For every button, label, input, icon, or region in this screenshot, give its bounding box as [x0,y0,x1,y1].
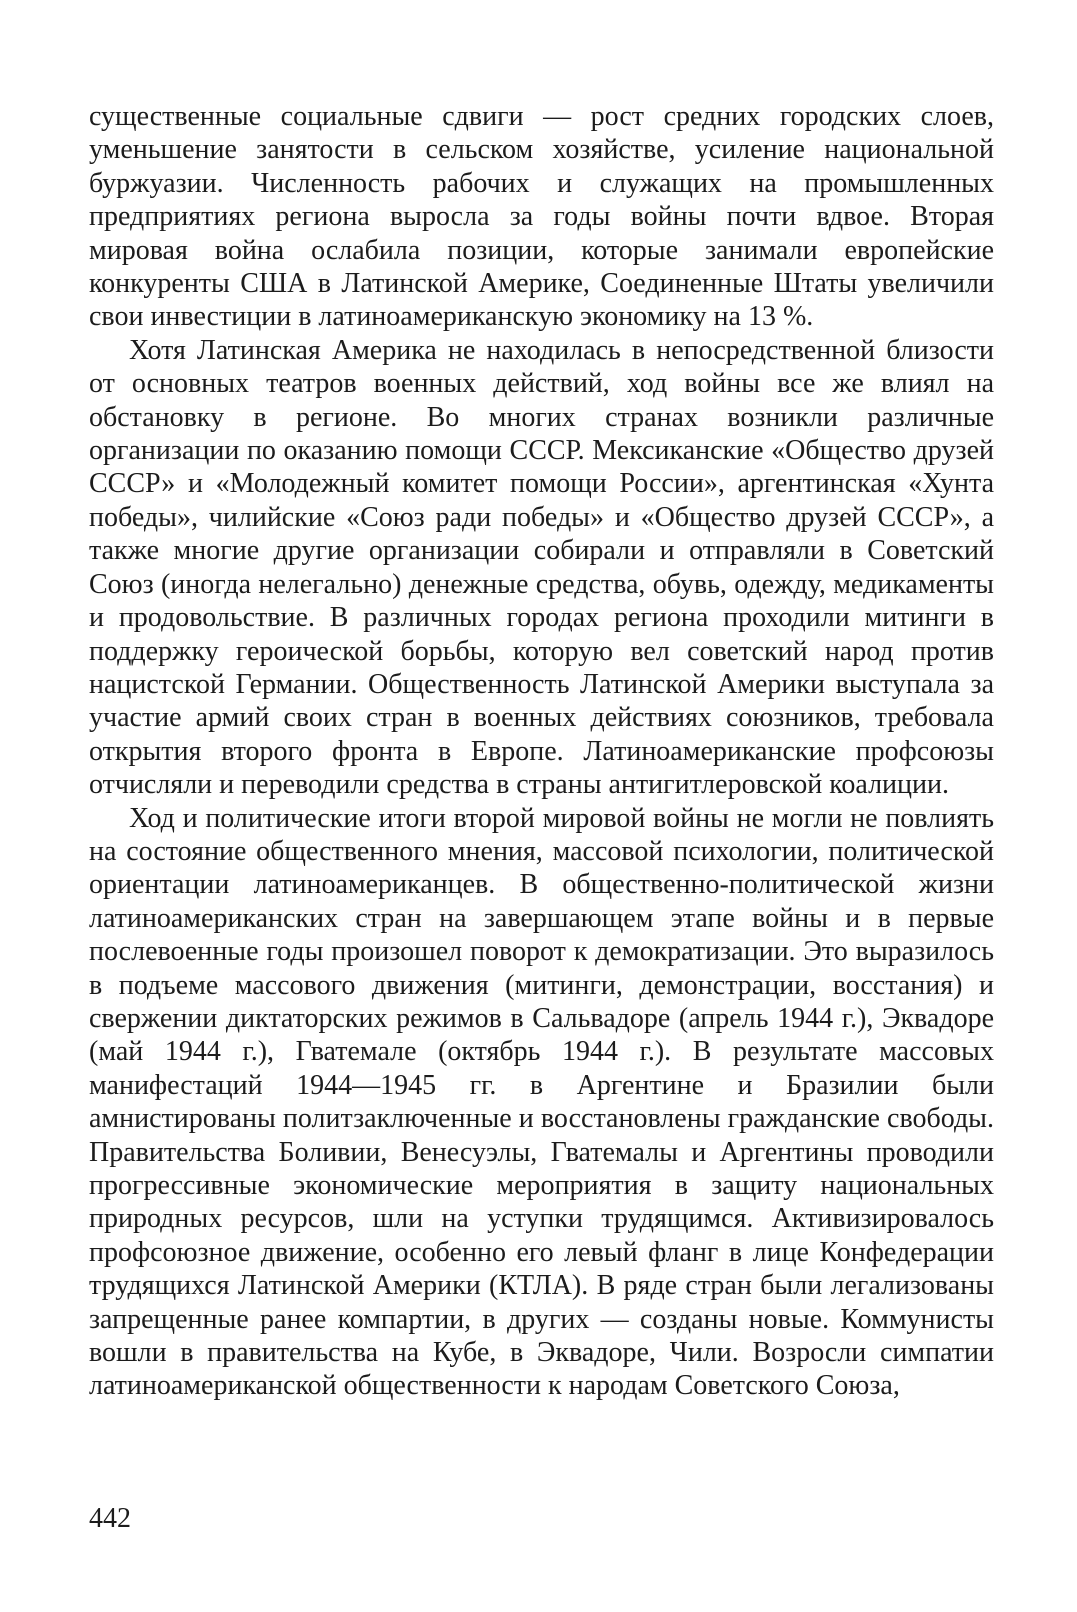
paragraph-continuation: существенные социальные сдвиги — рост средних городских слоев, уменьшение занятости в сельском хозяйстве, усиление национальной буржуазии. Численность рабочих и служащих на промышленных предприятиях региона выросла за годы войны почти вдвое. Вторая мировая война ослабила позиции, которые занимали европейские конкуренты США в Латинской Америке, Соединенные Штаты увеличили свои инвестиции в латиноамериканскую экономику на 13 %. [89,101,994,333]
paragraph-aid-organizations: Хотя Латинская Америка не находилась в непосредственной близости от основных театров военных действий, ход войны все же влиял на обстановку в регионе. Во многих странах возникли различные организации по оказанию помощи СССР. Мексиканские «Общество друзей СССР» и «Молодежный комитет помощи России», аргентинская «Хунта победы», чилийские «Союз ради победы» и «Общество друзей СССР», а также многие другие организации собирали и отправляли в Советский Союз (иногда нелегально) денежные средства, обувь, одежду, медикаменты и продовольствие. В различных городах региона проходили митинги в поддержку героической борьбы, которую вел советский народ против нацистской Германии. Общественность Латинской Америки выступала за участие армий своих стран в военных действиях союзников, требовала открытия второго фронта в Европе. Латиноамериканские профсоюзы отчисляли и переводили средства в страны антигитлеровской коалиции. [89,334,994,801]
paragraph-democratization: Ход и политические итоги второй мировой войны не могли не повлиять на состояние общественного мнения, массовой психологии, политической ориентации латиноамериканцев. В общественно-политической жизни латиноамериканских стран на завершающем этапе войны и в первые послевоенные годы произошел поворот к демократизации. Это выразилось в подъеме массового движения (митинги, демонстрации, восстания) и свержении диктаторских режимов в Сальвадоре (апрель 1944 г.), Эквадоре (май 1944 г.), Гватемале (октябрь 1944 г.). В результате массовых манифестаций 1944—1945 гг. в Аргентине и Бразилии были амнистированы политзаключенные и восстановлены гражданские свободы. Правительства Боливии, Венесуэлы, Гватемалы и Аргентины проводили прогрессивные экономические мероприятия в защиту национальных природных ресурсов, шли на уступки трудящимся. Активизировалось профсоюзное движение, особенно его левый фланг в лице Конфедерации трудящихся Латинской Америки (КТЛА). В ряде стран были легализованы запрещенные ранее компартии, в других — созданы новые. Коммунисты вошли в правительства на Кубе, в Эквадоре, Чили. Возросли симпатии латиноамериканской общественности к народам Советского Союза, [89,802,994,1402]
page-number: 442 [89,1503,131,1534]
page-body-text [89,100,994,1403]
